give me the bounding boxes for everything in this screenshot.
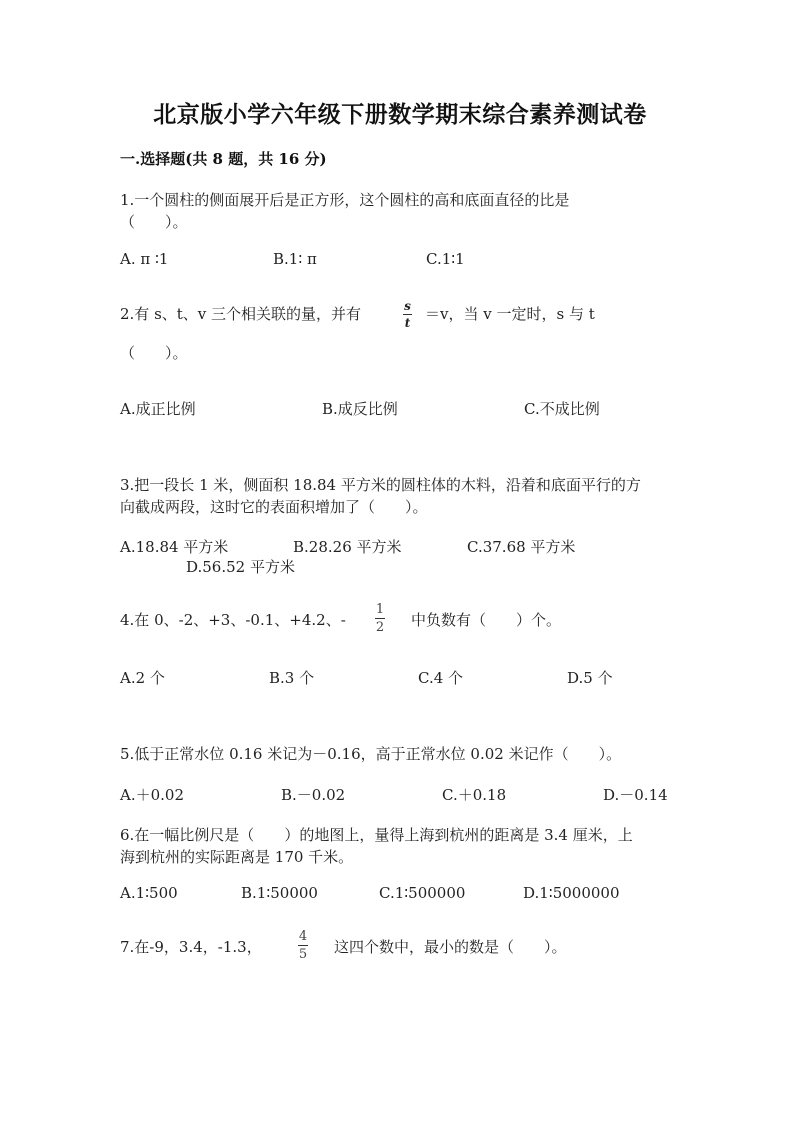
question-4-option-d: D.5 个 <box>567 669 613 687</box>
question-1-text: 1.一个圆柱的侧面展开后是正方形，这个圆柱的高和底面直径的比是 <box>120 191 570 209</box>
question-1-option-b: B.1∶ π <box>273 250 317 268</box>
question-1-option-c: C.1∶1 <box>426 250 465 268</box>
page-title: 北京版小学六年级下册数学期末综合素养测试卷 <box>153 101 647 128</box>
question-2-text-cont: ＝v，当 v 一定时，s 与 t <box>425 305 595 323</box>
question-4-option-a: A.2 个 <box>120 669 165 687</box>
question-7-text: 7.在-9，3.4，-1.3， <box>120 938 262 956</box>
question-4-option-c: C.4 个 <box>418 669 464 687</box>
fraction-four-fifths <box>298 930 308 961</box>
fraction-bar <box>403 314 412 315</box>
fraction-bar <box>298 945 308 946</box>
question-3-option-d: D.56.52 平方米 <box>186 558 295 576</box>
question-4-option-b: B.3 个 <box>269 669 315 687</box>
section-heading: 一.选择题(共 8 题，共 16 分) <box>120 150 327 168</box>
question-7-text-cont: 这四个数中，最小的数是（ ）。 <box>334 938 567 956</box>
question-6-option-c: C.1∶500000 <box>379 884 466 902</box>
fraction-bar <box>375 618 385 619</box>
question-3-option-c: C.37.68 平方米 <box>467 538 576 556</box>
question-2-option-c: C.不成比例 <box>524 400 600 418</box>
fraction-s-over-t <box>403 300 412 329</box>
question-5-option-b: B.－0.02 <box>281 786 346 804</box>
question-5-option-d: D.－0.14 <box>603 786 668 804</box>
question-6-option-d: D.1∶5000000 <box>523 884 620 902</box>
question-5-option-a: A.＋0.02 <box>120 786 184 804</box>
question-2-text: 2.有 s、t、v 三个相关联的量，并有 <box>120 305 362 323</box>
question-6-text-cont: 海到杭州的实际距离是 170 千米。 <box>120 848 354 866</box>
fraction-numerator: s <box>404 299 411 313</box>
question-3-text-cont: 向截成两段，这时它的表面积增加了（ ）。 <box>120 498 428 516</box>
question-6-option-a: A.1∶500 <box>120 884 178 902</box>
question-1-option-a: A. π ∶1 <box>120 250 169 268</box>
question-3-text: 3.把一段长 1 米，侧面积 18.84 平方米的圆柱体的木料，沿着和底面平行的方 <box>120 476 641 494</box>
question-2-option-a: A.成正比例 <box>120 400 196 418</box>
question-1-blank: （ ）。 <box>120 213 188 231</box>
question-2-option-b: B.成反比例 <box>322 400 398 418</box>
fraction-denominator: t <box>404 316 411 330</box>
question-2-blank: （ ）。 <box>120 344 188 362</box>
fraction-one-half <box>375 603 385 634</box>
question-3-option-a: A.18.84 平方米 <box>120 538 229 556</box>
fraction-denominator: 5 <box>298 947 308 962</box>
question-5-option-c: C.＋0.18 <box>442 786 507 804</box>
question-4-text-cont: 中负数有（ ）个。 <box>411 611 562 629</box>
fraction-numerator: 1 <box>375 602 385 617</box>
fraction-numerator: 4 <box>298 929 308 944</box>
question-3-option-b: B.28.26 平方米 <box>293 538 402 556</box>
question-6-option-b: B.1∶50000 <box>241 884 318 902</box>
question-4-text: 4.在 0、-2、+3、-0.1、+4.2、- <box>120 611 346 629</box>
fraction-denominator: 2 <box>375 620 385 635</box>
question-5-text: 5.低于正常水位 0.16 米记为－0.16，高于正常水位 0.02 米记作（ ）。 <box>120 745 622 763</box>
question-6-text: 6.在一幅比例尺是（ ）的地图上，量得上海到杭州的距离是 3.4 厘米，上 <box>120 826 633 844</box>
